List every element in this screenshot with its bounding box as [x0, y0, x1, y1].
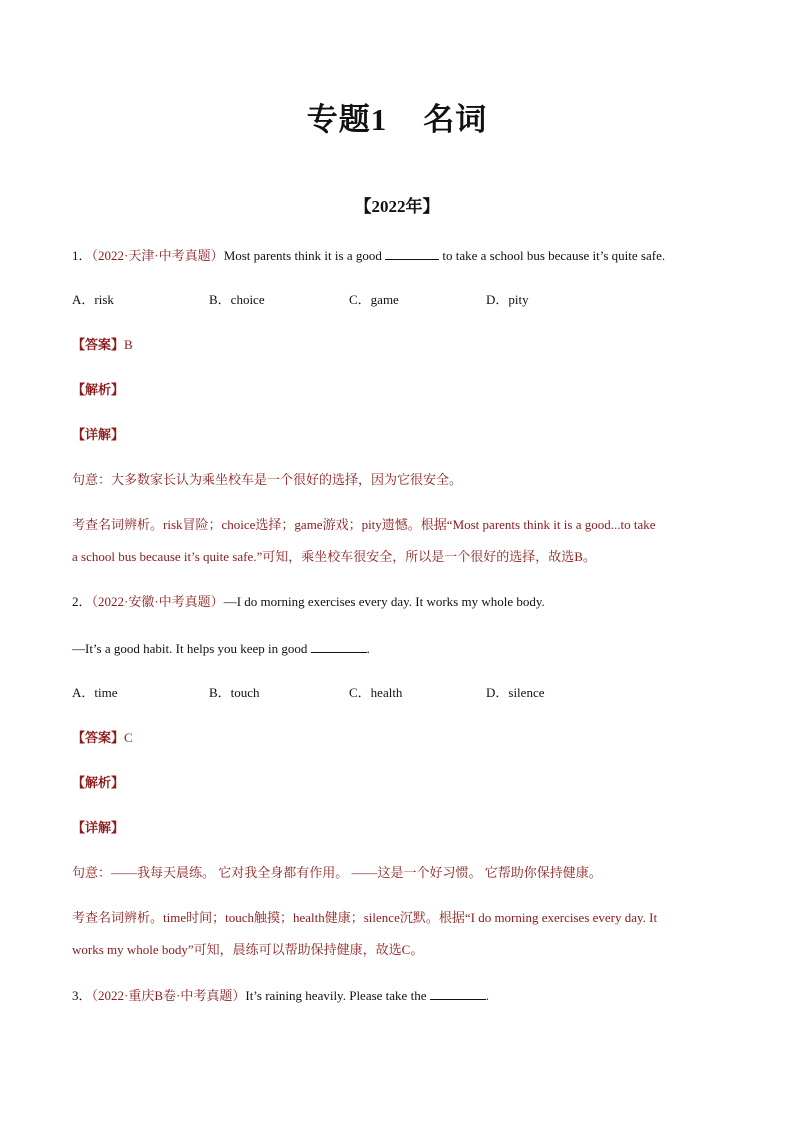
answer-label: 【答案】	[72, 337, 125, 352]
question-number: 3．	[72, 988, 92, 1003]
explanation-line-2: a school bus because it’s quite safe.”可知，乘坐校车很安全，所以是一个很好的选择，故选B。	[72, 549, 596, 564]
question-1-stem: 1．（2022·天津·中考真题）Most parents think it is a good to take a school bus because it’s quite safe.	[72, 248, 666, 263]
answer-label: 【答案】	[72, 730, 125, 745]
question-source: （2022·重庆B卷·中考真题）	[91, 988, 246, 1003]
year-header: 【2022年】	[354, 197, 440, 216]
sentence-meaning: 句意：——我每天晨练。 它对我全身都有作用。 ——这是一个好习惯。 它帮助你保持健康。	[72, 865, 602, 880]
page-title	[0, 94, 794, 139]
option-a: A．risk	[72, 292, 114, 307]
title-part2: 名词	[423, 102, 488, 137]
answer-value: B	[124, 337, 133, 352]
detail-label: 【详解】	[72, 427, 125, 442]
option-d: D．pity	[486, 292, 529, 307]
analysis-label: 【解析】	[72, 775, 125, 790]
explanation-line-2: works my whole body”可知，晨练可以帮助保持健康，故选C。	[72, 942, 424, 957]
option-b: B．choice	[209, 292, 265, 307]
answer-value: C	[124, 730, 133, 745]
question-3-stem: 3．（2022·重庆B卷·中考真题）It’s raining heavily. Please take the .	[72, 988, 489, 1003]
sentence-meaning: 句意：大多数家长认为乘坐校车是一个很好的选择，因为它很安全。	[72, 472, 463, 487]
question-number: 1．	[72, 248, 92, 263]
option-c: C．game	[349, 292, 399, 307]
option-b: B．touch	[209, 685, 260, 700]
analysis-label: 【解析】	[72, 382, 125, 397]
explanation-line-1: 考查名词辨析。time时间；touch触摸；health健康；silence沉默。根据“I do morning exercises every day. It	[72, 910, 658, 925]
answer-blank	[311, 640, 367, 653]
question-2-stem: 2．（2022·安徽·中考真题）—I do morning exercises every day. It works my whole body.	[72, 594, 545, 609]
option-d: D．silence	[486, 685, 545, 700]
detail-label: 【详解】	[72, 820, 125, 835]
explanation-line-1: 考查名词辨析。risk冒险；choice选择；game游戏；pity遗憾。根据“Most parents think it is a good...to take	[72, 517, 656, 532]
answer-blank	[385, 247, 439, 260]
answer-line	[72, 337, 133, 353]
question-number: 2．	[72, 594, 92, 609]
question-source: （2022·天津·中考真题）	[91, 248, 224, 263]
option-c: C．health	[349, 685, 403, 700]
option-a: A．time	[72, 685, 118, 700]
answer-line	[72, 730, 133, 746]
answer-blank	[430, 987, 486, 1000]
title-part1: 专题1	[306, 102, 388, 137]
question-source: （2022·安徽·中考真题）	[91, 594, 224, 609]
question-2-stem-line-2: —It’s a good habit. It helps you keep in good .	[72, 641, 370, 656]
